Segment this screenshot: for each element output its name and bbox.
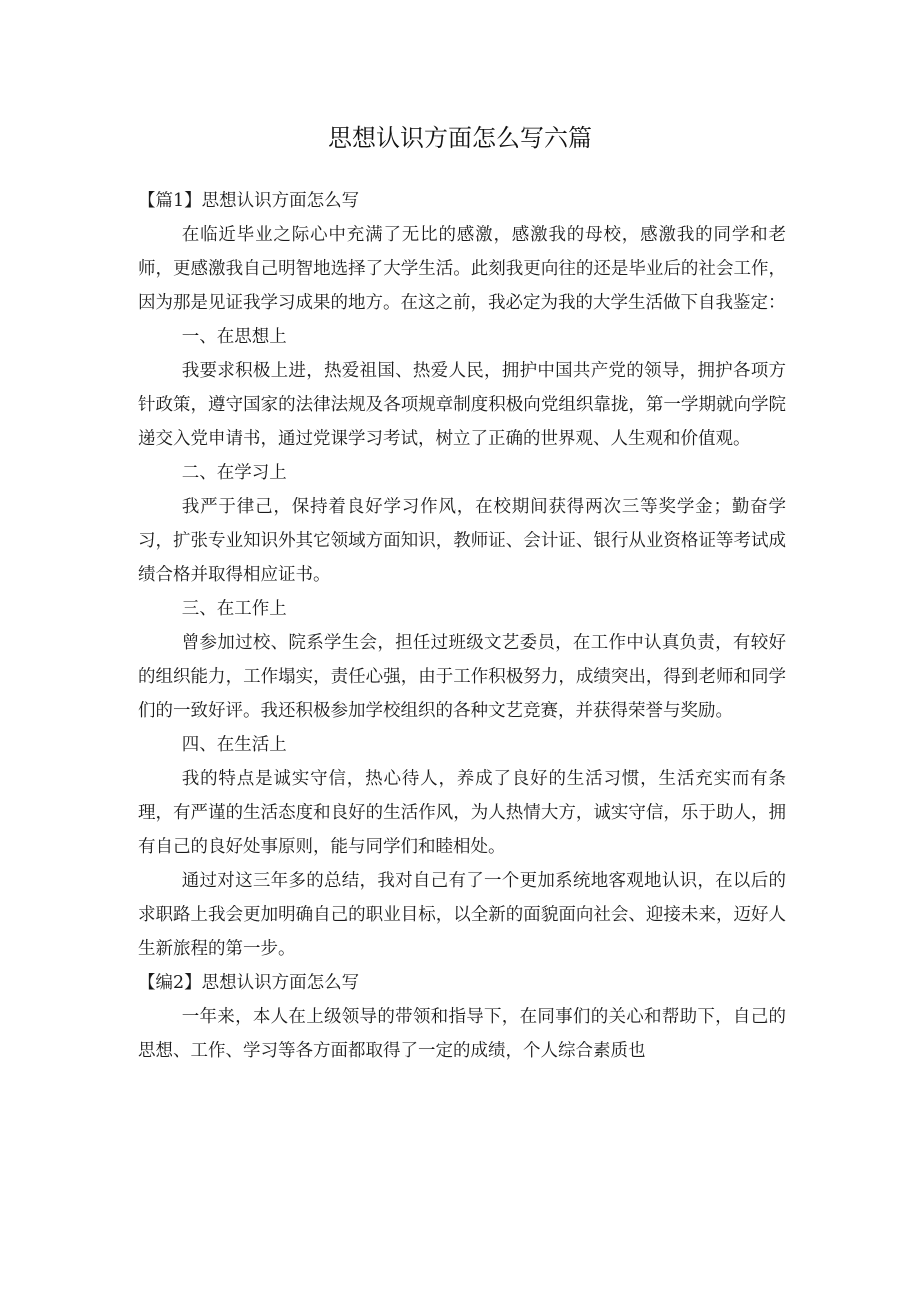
paragraph: 在临近毕业之际心中充满了无比的感激，感激我的母校，感激我的同学和老师，更感激我自己明智地选择了大学生活。此刻我更向往的还是毕业后的社会工作，因为那是见证我学习成果的地方。在这之前，我必定为我的大学生活做下自我鉴定： <box>138 225 786 313</box>
paragraph: 我严于律己，保持着良好学习作风，在校期间获得两次三等奖学金；勤奋学习，扩张专业知识外其它领域方面知识，教师证、会计证、银行从业资格证等考试成绩合格并取得相应证书。 <box>138 497 786 585</box>
section-heading: 【篇1】思想认识方面怎么写 <box>138 191 360 211</box>
document-body <box>138 184 786 1068</box>
subheading: 一、在思想上 <box>181 327 287 347</box>
paragraph: 一年来，本人在上级领导的带领和指导下，在同事们的关心和帮助下，自己的思想、工作、学习等各方面都取得了一定的成绩，个人综合素质也 <box>138 1007 786 1061</box>
section-heading: 【编2】思想认识方面怎么写 <box>138 973 360 993</box>
subheading: 四、在生活上 <box>181 735 287 755</box>
paragraph: 我的特点是诚实守信，热心待人，养成了良好的生活习惯，生活充实而有条理，有严谨的生活态度和良好的生活作风，为人热情大方，诚实守信，乐于助人，拥有自己的良好处事原则，能与同学们和睦相处。 <box>138 769 786 857</box>
document-title: 思想认识方面怎么写六篇 <box>328 124 592 152</box>
paragraph: 曾参加过校、院系学生会，担任过班级文艺委员，在工作中认真负责，有较好的组织能力，工作塌实，责任心强，由于工作积极努力，成绩突出，得到老师和同学们的一致好评。我还积极参加学校组织的各种文艺竞赛，并获得荣誉与奖励。 <box>138 633 786 721</box>
paragraph: 通过对这三年多的总结，我对自己有了一个更加系统地客观地认识，在以后的求职路上我会更加明确自己的职业目标，以全新的面貌面向社会、迎接未来，迈好人生新旅程的第一步。 <box>138 871 786 959</box>
subheading: 三、在工作上 <box>181 599 287 619</box>
paragraph: 我要求积极上进，热爱祖国、热爱人民，拥护中国共产党的领导，拥护各项方针政策，遵守国家的法律法规及各项规章制度积极向党组织靠拢，第一学期就向学院递交入党申请书，通过党课学习考试，树立了正确的世界观、人生观和价值观。 <box>138 361 786 449</box>
subheading: 二、在学习上 <box>181 463 287 483</box>
